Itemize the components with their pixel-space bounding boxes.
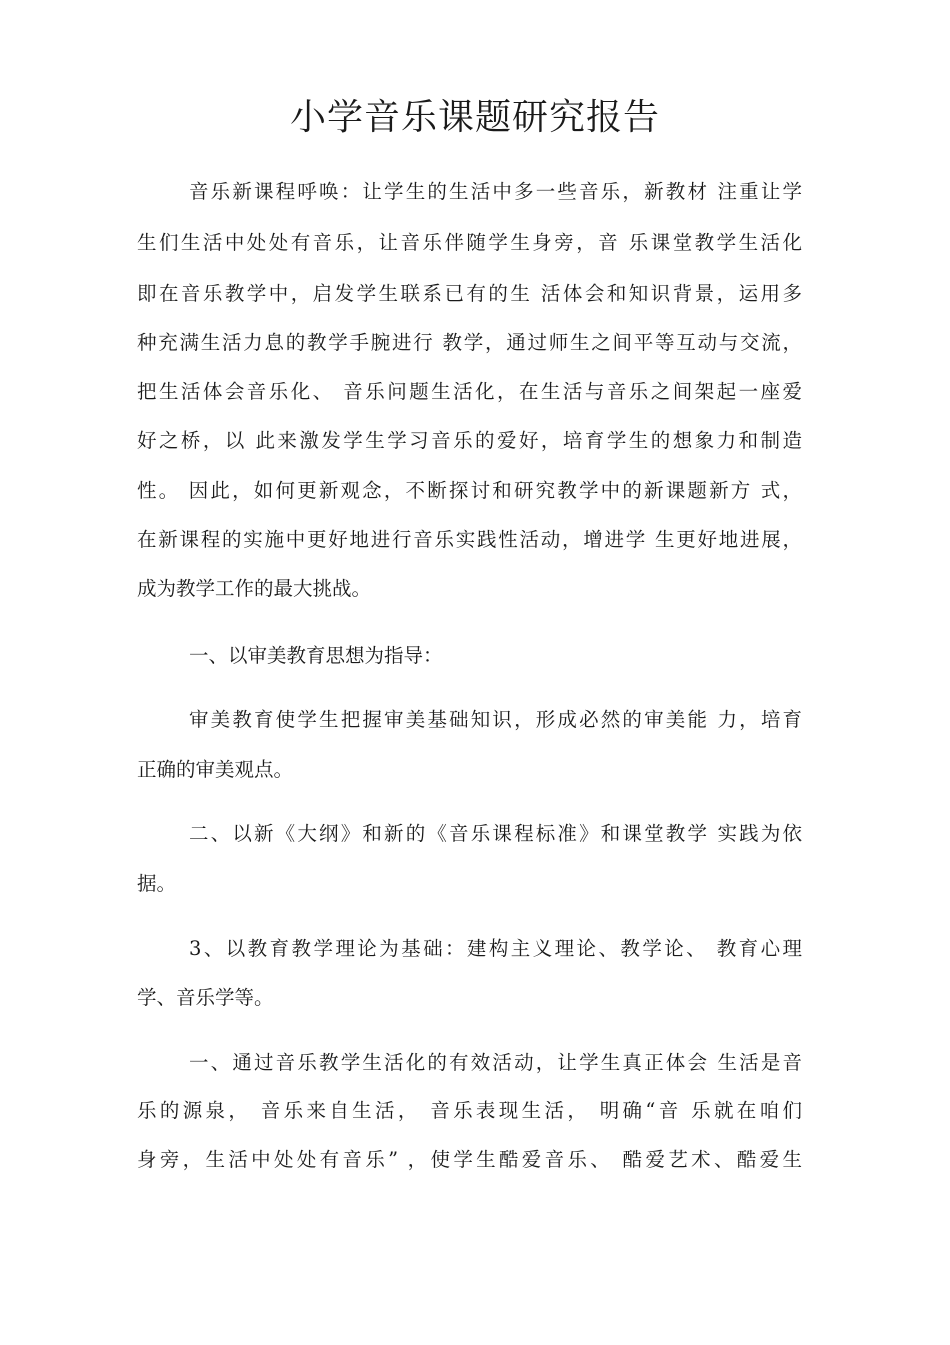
section-line: 身旁，生活中处处有音乐” ，使学生酷爱音乐、 酷爱艺术、酷爱生	[137, 1148, 802, 1171]
section-heading: 一、以审美教育思想为指导：	[189, 644, 443, 667]
section-line: 3、以教育教学理论为基础：建构主义理论、教学论、 教育心理	[189, 937, 802, 960]
section-line: 二、以新《大纲》和新的《音乐课程标准》和课堂教学 实践为依	[189, 822, 802, 845]
intro-line: 种充满生活力息的教学手腕进行 教学，通过师生之间平等互动与交流，	[137, 331, 802, 354]
intro-line: 成为教学工作的最大挑战。	[137, 577, 372, 600]
intro-line: 好之桥，以 此来激发学生学习音乐的爱好，培育学生的想象力和制造	[137, 429, 802, 452]
intro-line: 把生活体会音乐化、 音乐问题生活化，在生活与音乐之间架起一座爱	[137, 380, 802, 403]
section-line: 审美教育使学生把握审美基础知识，形成必然的审美能 力，培育	[189, 708, 802, 731]
section-line: 正确的审美观点。	[137, 758, 294, 781]
intro-line: 性。 因此，如何更新观念，不断探讨和研究教学中的新课题新方 式，	[137, 479, 802, 502]
intro-line: 音乐新课程呼唤：让学生的生活中多一些音乐，新教材 注重让学	[189, 180, 802, 203]
intro-line: 在新课程的实施中更好地进行音乐实践性活动，增进学 生更好地进展，	[137, 528, 802, 551]
section-line: 据。	[137, 872, 177, 895]
section-line: 一、通过音乐教学生活化的有效活动，让学生真正体会 生活是音	[189, 1051, 802, 1074]
document-title: 小学音乐课题研究报告	[289, 97, 660, 138]
intro-line: 生们生活中处处有音乐，让音乐伴随学生身旁，音 乐课堂教学生活化	[137, 231, 802, 254]
section-line: 乐的源泉， 音乐来自生活， 音乐表现生活， 明确“音 乐就在咱们	[137, 1099, 802, 1122]
intro-line: 即在音乐教学中，启发学生联系已有的生 活体会和知识背景，运用多	[137, 282, 802, 305]
section-line: 学、音乐学等。	[137, 986, 274, 1009]
